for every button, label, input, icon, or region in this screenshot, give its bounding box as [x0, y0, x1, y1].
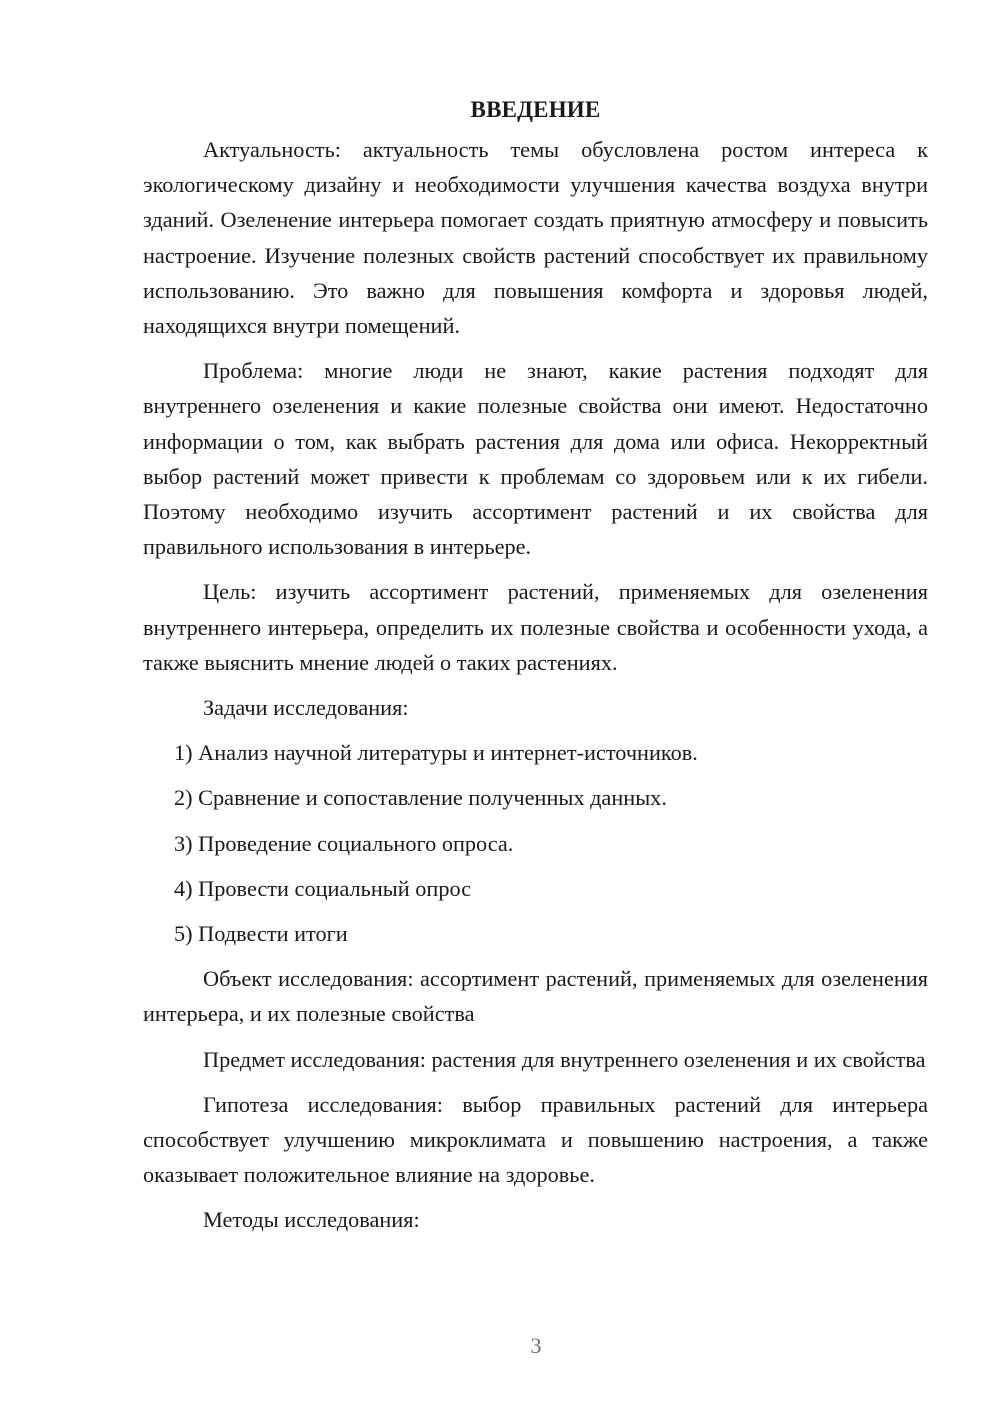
task-item-1: 1) Анализ научной литературы и интернет-источников. [174, 740, 698, 766]
page-number: 3 [530, 1333, 542, 1358]
paragraph-relevance: Актуальность: актуальность темы обусловлена ростом интереса к экологическому дизайну и необходимости улучшения качества воздуха внутри зданий. Озеленение интерьера помогает создать приятную атмосферу и повысить настроение. Изучение полезных свойств растений способствует их правильному использованию. Это важно для повышения комфорта и здоровья людей, находящихся внутри помещений. [143, 137, 928, 339]
task-item-2: 2) Сравнение и сопоставление полученных данных. [174, 785, 667, 811]
paragraph-hypothesis: Гипотеза исследования: выбор правильных растений для интерьера способствует улучшению микроклимата и повышению настроения, а также оказывает положительное влияние на здоровье. [143, 1091, 928, 1188]
page-content [143, 92, 928, 1248]
task-item-5: 5) Подвести итоги [174, 921, 348, 947]
task-item-4: 4) Провести социальный опрос [174, 875, 472, 901]
paragraph-object: Объект исследования: ассортимент растений, применяемых для озеленения интерьера, и их полезные свойства [143, 966, 928, 1027]
paragraph-subject: Предмет исследования: растения для внутреннего озеленения и их свойства [203, 1046, 926, 1072]
tasks-heading: Задачи исследования: [203, 695, 409, 721]
paragraph-problem: Проблема: многие люди не знают, какие растения подходят для внутреннего озеленения и какие полезные свойства они имеют. Недостаточно информации о том, как выбрать растения для дома или офиса. Некорректный выбор растений может привести к проблемам со здоровьем или к их гибели. Поэтому необходимо изучить ассортимент растений и их свойства для правильного использования в интерьере. [143, 358, 928, 560]
paragraph-goal: Цель: изучить ассортимент растений, применяемых для озеленения внутреннего интерьера, определить их полезные свойства и особенности ухода, а также выяснить мнение людей о таких растениях. [143, 579, 928, 675]
section-title: ВВЕДЕНИЕ [470, 97, 601, 122]
task-item-3: 3) Проведение социального опроса. [174, 830, 514, 856]
methods-heading: Методы исследования: [203, 1207, 420, 1233]
